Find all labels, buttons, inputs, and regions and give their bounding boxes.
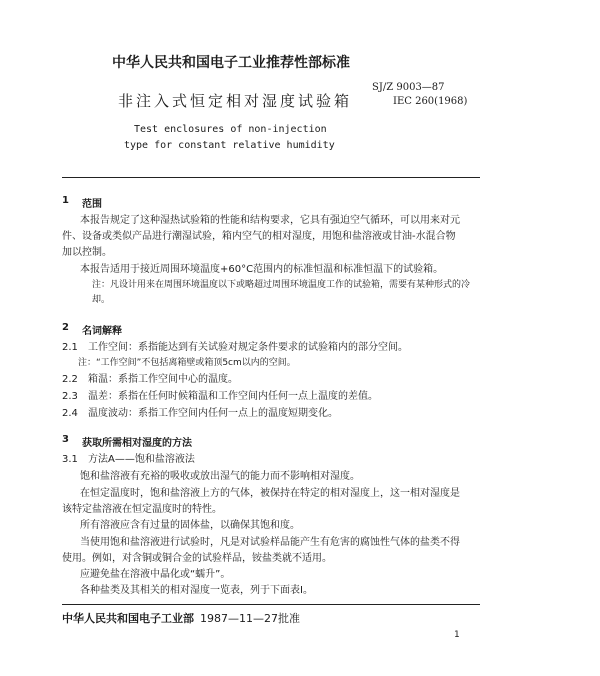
- section-3-line: 当使用饱和盐溶液进行试验时，凡是对试验样品能产生有危害的腐蚀性气体的盐类不得: [80, 537, 460, 548]
- section-3-line: 使用。例如，对含铜或铜合金的试验样品，铵盐类就不适用。: [62, 553, 332, 564]
- org-standard-heading: 中华人民共和国电子工业推荐性部标准: [112, 55, 350, 71]
- definition-number: 2.3: [62, 391, 78, 402]
- section-1-title: 范围: [82, 199, 102, 210]
- section-1-para1-line1: 本报告规定了这种湿热试验箱的性能和结构要求，它具有强迫空气循环，可以用来对元: [80, 215, 460, 226]
- section-2-number: 2: [62, 322, 69, 333]
- page-number: 1: [454, 630, 460, 640]
- section-3-line: 应避免盐在溶液中晶化或“蠕升”。: [80, 569, 231, 580]
- header-divider: [62, 177, 480, 178]
- definition-text: 温差：系指在任何时候箱温和工作空间内任何一点上温度的差值。: [88, 391, 378, 402]
- approval-date: 1987—11—27批准: [200, 612, 300, 625]
- issuing-authority: 中华人民共和国电子工业部: [62, 612, 194, 625]
- document-title-en-line1: Test enclosures of non-injection: [134, 124, 327, 135]
- footer-divider: [62, 604, 480, 605]
- definition-text: 箱温：系指工作空间中心的温度。: [88, 374, 238, 385]
- document-title-cn: 非注入式恒定相对湿度试验箱: [118, 92, 353, 110]
- section-3-title: 获取所需相对湿度的方法: [82, 438, 192, 449]
- section-3-line: 各种盐类及其相关的相对湿度一览表，列于下面表Ⅰ。: [80, 585, 313, 596]
- definition-note: 注：“工作空间”不包括离箱壁或箱顶5cm以内的空间。: [78, 358, 296, 368]
- section-1-note-line2: 却。: [92, 295, 111, 305]
- definition-text: 温度波动：系指工作空间内任何一点上的温度短期变化。: [88, 408, 338, 419]
- section-2-title: 名词解释: [82, 326, 122, 337]
- section-1-para2: 本报告适用于接近周围环境温度+60°C范围内的标准恒温和标准恒温下的试验箱。: [80, 264, 444, 275]
- section-1-para1-line2: 件、设备或类似产品进行潮湿试验，箱内空气的相对湿度，用饱和盐溶液或甘油-水混合物: [62, 231, 456, 242]
- section-1-para1-line3: 加以控制。: [62, 247, 112, 258]
- definition-number: 2.2: [62, 374, 78, 385]
- section-3-line: 在恒定温度时，饱和盐溶液上方的气体，被保持在特定的相对湿度上，这一相对湿度是: [80, 488, 460, 499]
- definition-number: 2.1: [62, 342, 78, 353]
- section-3-number: 3: [62, 434, 69, 445]
- subsection-title: 方法A——饱和盐溶液法: [88, 454, 195, 465]
- section-3-line: 所有溶液应含有过量的固体盐，以确保其饱和度。: [80, 520, 300, 531]
- definition-text: 工作空间：系指能达到有关试验对规定条件要求的试验箱内的部分空间。: [88, 342, 408, 353]
- section-1-note-line1: 注：凡设计用来在周围环境温度以下或略超过周围环境温度工作的试验箱，需要有某种形式的冷: [92, 280, 471, 290]
- definition-number: 2.4: [62, 408, 78, 419]
- standard-number: SJ/Z 9003—87: [372, 82, 445, 93]
- section-3-line: 该特定盐溶液在恒定温度时的特性。: [62, 504, 222, 515]
- iec-number: IEC 260(1968): [393, 96, 468, 107]
- section-3-line: 饱和盐溶液有充裕的吸收或放出湿气的能力而不影响相对湿度。: [80, 471, 360, 482]
- section-1-number: 1: [62, 195, 69, 206]
- subsection-number: 3.1: [62, 454, 78, 465]
- document-title-en-line2: type for constant relative humidity: [124, 140, 335, 151]
